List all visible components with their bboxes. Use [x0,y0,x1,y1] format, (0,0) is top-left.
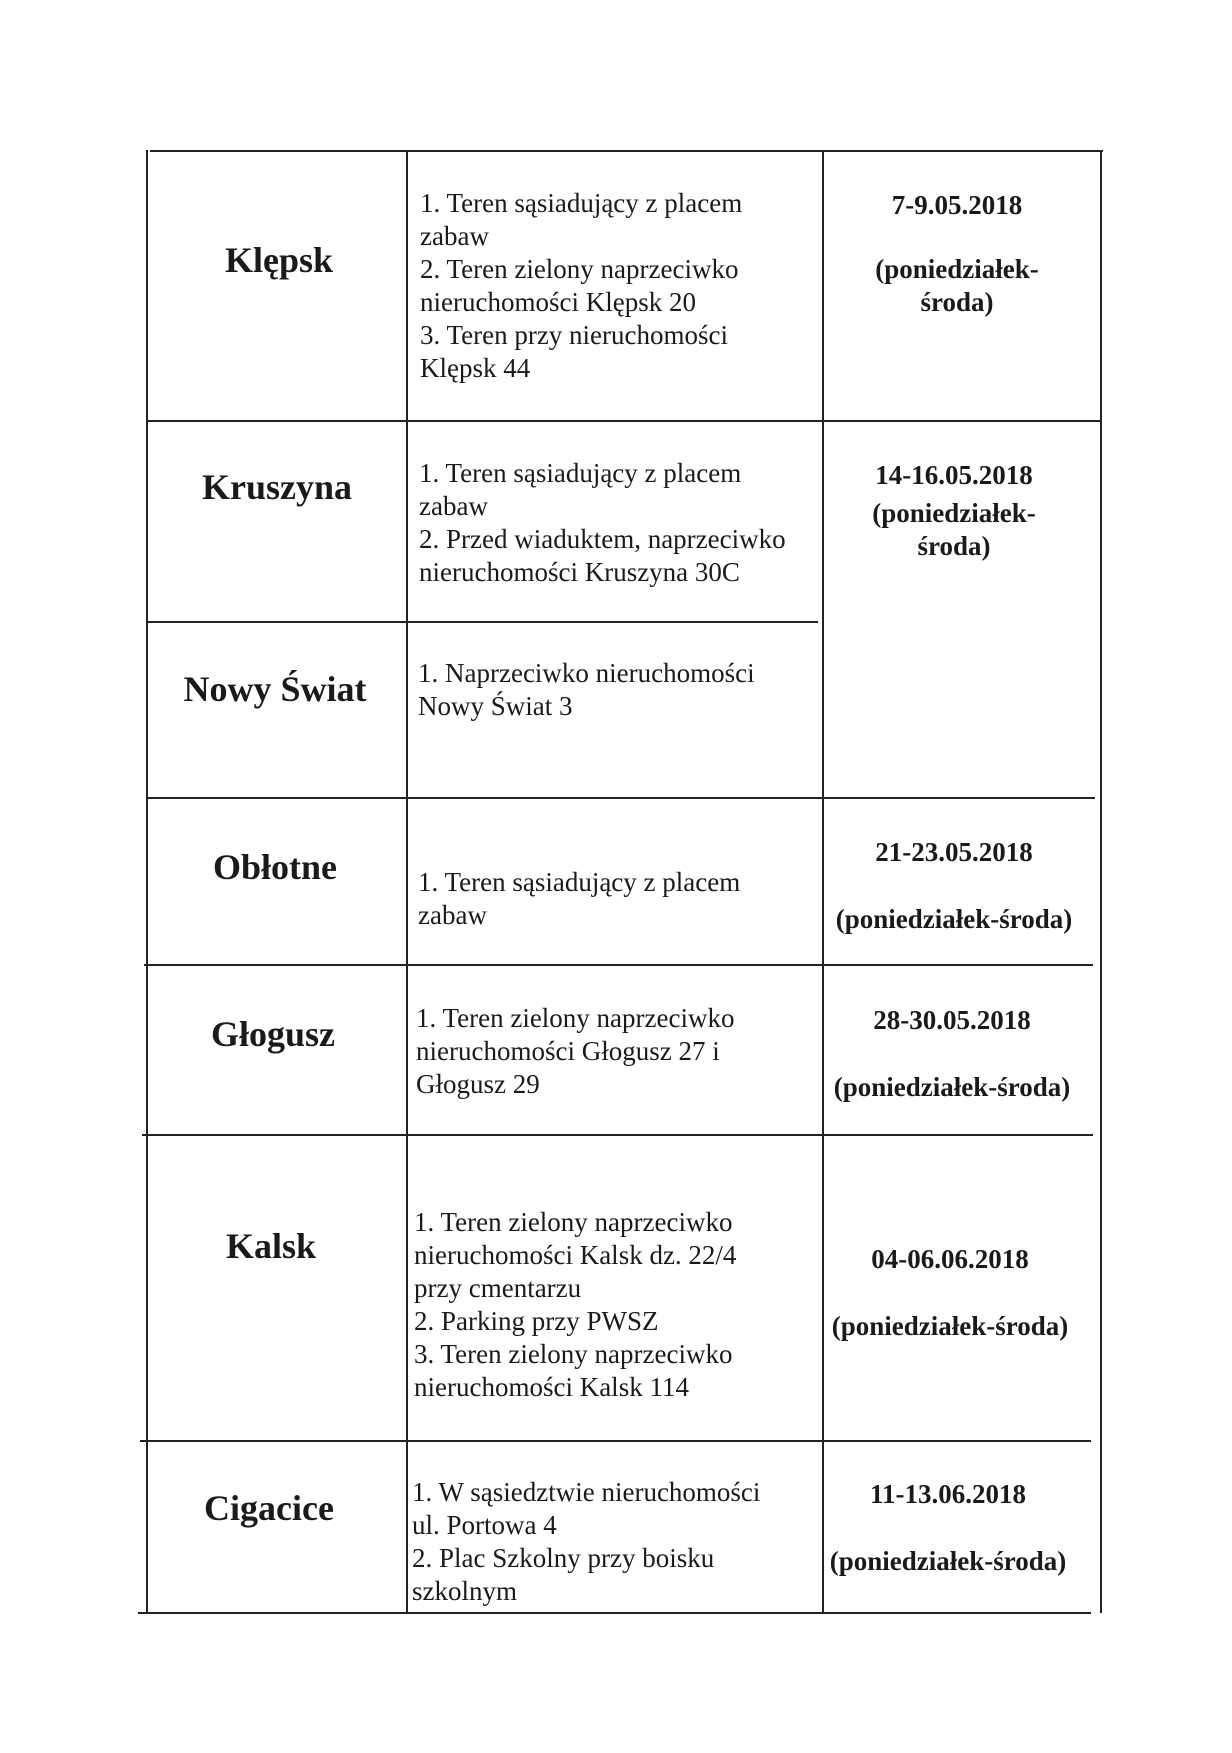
row-divider [142,1134,1093,1136]
place-name: Klępsk [224,240,334,280]
date-cell [818,1481,1078,1575]
row-divider [140,1440,1091,1442]
place-name: Obłotne [212,847,337,887]
date-range: 04-06.06.2018 [871,1244,1029,1274]
date-cell [822,1007,1082,1101]
weekday-range: (poniedziałek-środa) [835,904,1073,934]
date-range: 11-13.06.2018 [869,1479,1026,1509]
weekday-range: (poniedziałek-środa) [829,1546,1067,1576]
place-name: Kalsk [225,1226,317,1266]
date-cell [824,839,1084,933]
table-border-bottom [138,1612,1091,1614]
table-border-right [1100,150,1102,1613]
weekday-range: (poniedziałek-środa) [833,1072,1071,1102]
place-name: Kruszyna [201,467,352,507]
date-cell [827,192,1087,319]
place-name: Nowy Świat [183,669,367,709]
place-name: Cigacice [204,1488,334,1528]
date-range: 21-23.05.2018 [875,837,1033,867]
location-list: 1. Teren zielony naprzeciwko nieruchomości Głogusz 27 i Głogusz 29 [416,1003,735,1099]
date-range: 7-9.05.2018 [891,190,1023,220]
place-name: Głogusz [210,1014,335,1054]
weekday-range: (poniedziałek- środa) [875,254,1039,317]
location-list: 1. Teren sąsiadujący z placem zabaw 2. Przed wiaduktem, naprzeciwko nieruchomości Kruszyna 30C [419,458,786,587]
weekday-range: (poniedziałek-środa) [831,1311,1069,1341]
weekday-range: (poniedziałek- środa) [872,498,1036,561]
location-list: 1. Naprzeciwko nieruchomości Nowy Świat 3 [418,658,755,721]
row-divider [146,797,1095,799]
row-divider [144,964,1093,966]
date-range: 14-16.05.2018 [875,460,1033,490]
location-list: 1. Teren sąsiadujący z placem zabaw 2. Teren zielony naprzeciwko nieruchomości Klępsk 20 3. Teren przy nieruchomości Klępsk 44 [420,188,743,383]
location-list: 1. Teren zielony naprzeciwko nieruchomości Kalsk dz. 22/4 przy cmentarzu 2. Parking przy PWSZ 3. Teren zielony naprzeciwko nieruchomości Kalsk 114 [414,1207,737,1402]
column-divider [406,150,408,1612]
date-range: 28-30.05.2018 [873,1005,1031,1035]
date-cell [820,1246,1080,1340]
table-border-top [150,150,1103,152]
location-list: 1. W sąsiedztwie nieruchomości ul. Portowa 4 2. Plac Szkolny przy boisku szkolnym [412,1477,761,1606]
row-divider [146,621,818,623]
location-list: 1. Teren sąsiadujący z placem zabaw [418,867,741,930]
date-cell [824,462,1084,563]
row-divider [148,420,1102,422]
